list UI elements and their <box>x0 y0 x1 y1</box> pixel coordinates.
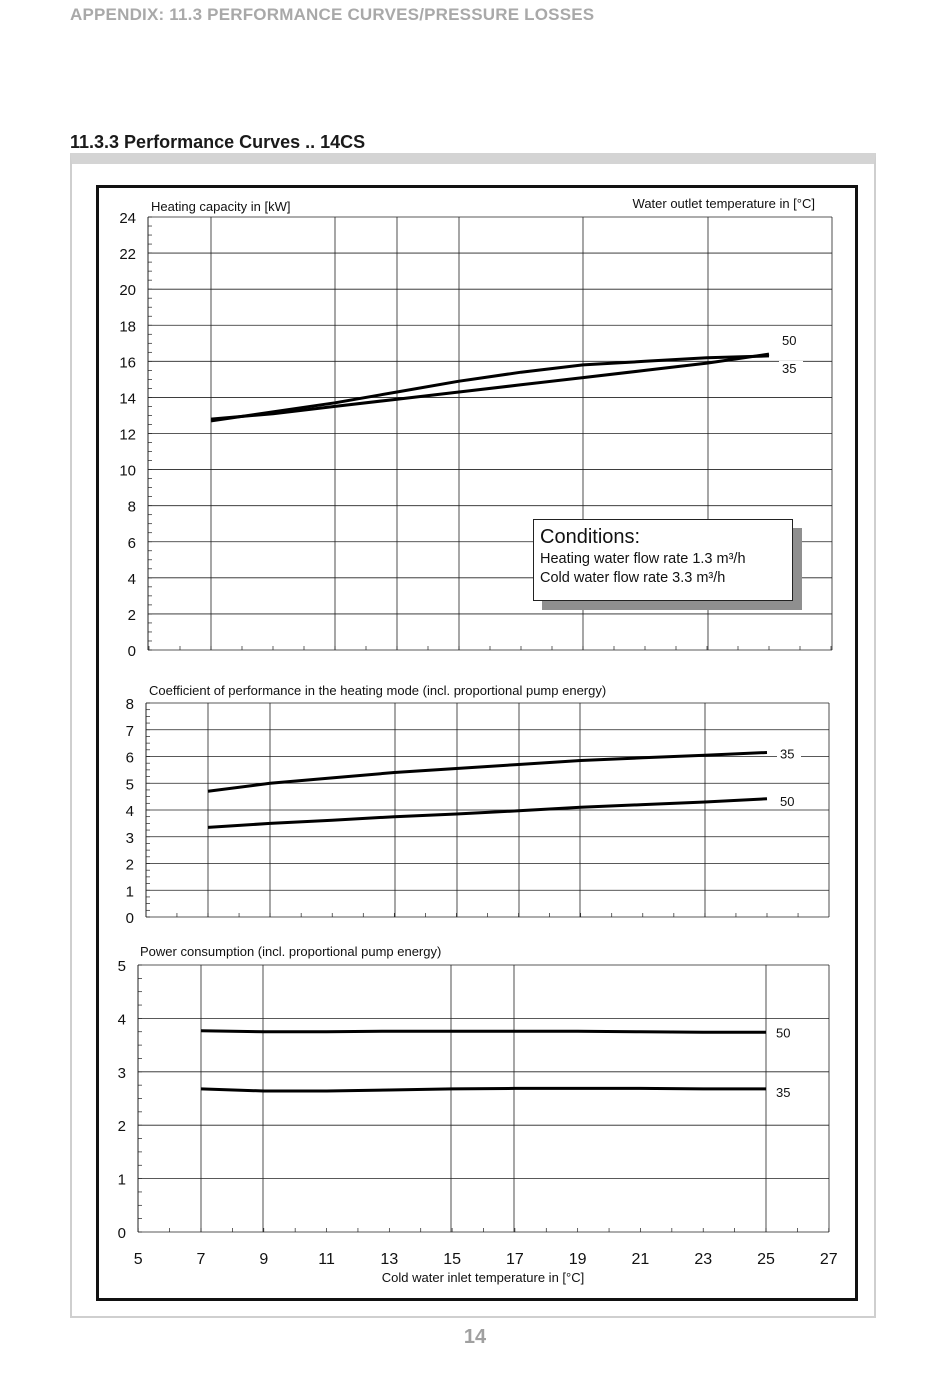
conditions-heating-flow: Heating water flow rate 1.3 m³/h <box>540 551 746 567</box>
y-tick-label: 14 <box>119 390 136 408</box>
y-tick-label: 4 <box>125 803 134 820</box>
series-line-35 <box>201 1088 766 1091</box>
conditions-title: Conditions: <box>540 526 641 548</box>
y-tick-label: 20 <box>119 282 136 300</box>
series-line-50 <box>201 1031 766 1033</box>
x-tick-label: 13 <box>380 1251 399 1268</box>
x-tick-label: 23 <box>694 1251 713 1268</box>
series-line-50 <box>208 799 767 828</box>
x-axis-label: Cold water inlet temperature in [°C] <box>381 1270 585 1285</box>
y-tick-label: 2 <box>127 606 136 624</box>
x-tick-label: 21 <box>631 1251 650 1268</box>
x-tick-label: 27 <box>819 1251 838 1268</box>
x-tick-label: 17 <box>505 1251 524 1268</box>
y-tick-label: 18 <box>119 318 136 336</box>
y-tick-label: 2 <box>125 856 134 874</box>
y-tick-label: 4 <box>127 570 136 588</box>
y-tick-label: 7 <box>125 722 134 740</box>
legend-title: Water outlet temperature in [°C] <box>632 196 815 211</box>
conditions-cold-flow: Cold water flow rate 3.3 m³/h <box>540 570 726 586</box>
page-number: 14 <box>463 1326 487 1348</box>
y-tick-label: 22 <box>119 246 136 264</box>
chart-title: Coefficient of performance in the heating mode (incl. proportional pump energy) <box>149 683 607 698</box>
y-tick-label: 10 <box>119 462 136 480</box>
x-tick-label: 11 <box>318 1251 335 1268</box>
y-tick-label: 5 <box>125 776 134 794</box>
y-tick-label: 8 <box>127 498 136 516</box>
y-tick-label: 16 <box>119 354 136 372</box>
series-label-50: 50 <box>782 333 797 349</box>
y-tick-label: 2 <box>117 1118 126 1136</box>
y-tick-label: 0 <box>117 1225 126 1242</box>
series-line-35 <box>208 753 767 792</box>
y-tick-label: 3 <box>117 1064 126 1082</box>
appendix-header: APPENDIX: 11.3 PERFORMANCE CURVES/PRESSURE LOSSES <box>70 5 595 24</box>
y-tick-label: 6 <box>125 749 134 767</box>
x-tick-label: 5 <box>133 1251 143 1268</box>
y-tick-label: 6 <box>127 534 136 552</box>
x-tick-label: 7 <box>196 1251 206 1268</box>
section-title: 11.3.3 Performance Curves .. 14CS <box>70 132 366 152</box>
y-tick-label: 8 <box>125 696 134 713</box>
y-tick-label: 5 <box>117 958 126 975</box>
series-label-50: 50 <box>776 1025 791 1041</box>
chart-title: Power consumption (incl. proportional pump energy) <box>140 944 442 959</box>
series-label-35: 35 <box>776 1084 791 1100</box>
y-tick-label: 0 <box>127 643 136 660</box>
y-tick-label: 1 <box>117 1171 126 1189</box>
y-tick-label: 24 <box>119 210 136 227</box>
y-tick-label: 4 <box>117 1011 126 1029</box>
chart-title: Heating capacity in [kW] <box>151 199 291 214</box>
y-tick-label: 0 <box>125 910 134 927</box>
x-tick-label: 9 <box>259 1251 269 1268</box>
conditions-box <box>533 519 793 601</box>
x-tick-label: 15 <box>443 1251 462 1268</box>
y-tick-label: 3 <box>125 829 134 847</box>
y-tick-label: 12 <box>119 426 136 444</box>
x-tick-label: 25 <box>757 1251 775 1268</box>
series-label-50: 50 <box>780 793 795 809</box>
y-tick-label: 1 <box>125 883 134 901</box>
series-label-35: 35 <box>780 746 795 762</box>
series-label-35: 35 <box>782 360 797 376</box>
x-tick-label: 19 <box>568 1251 587 1268</box>
